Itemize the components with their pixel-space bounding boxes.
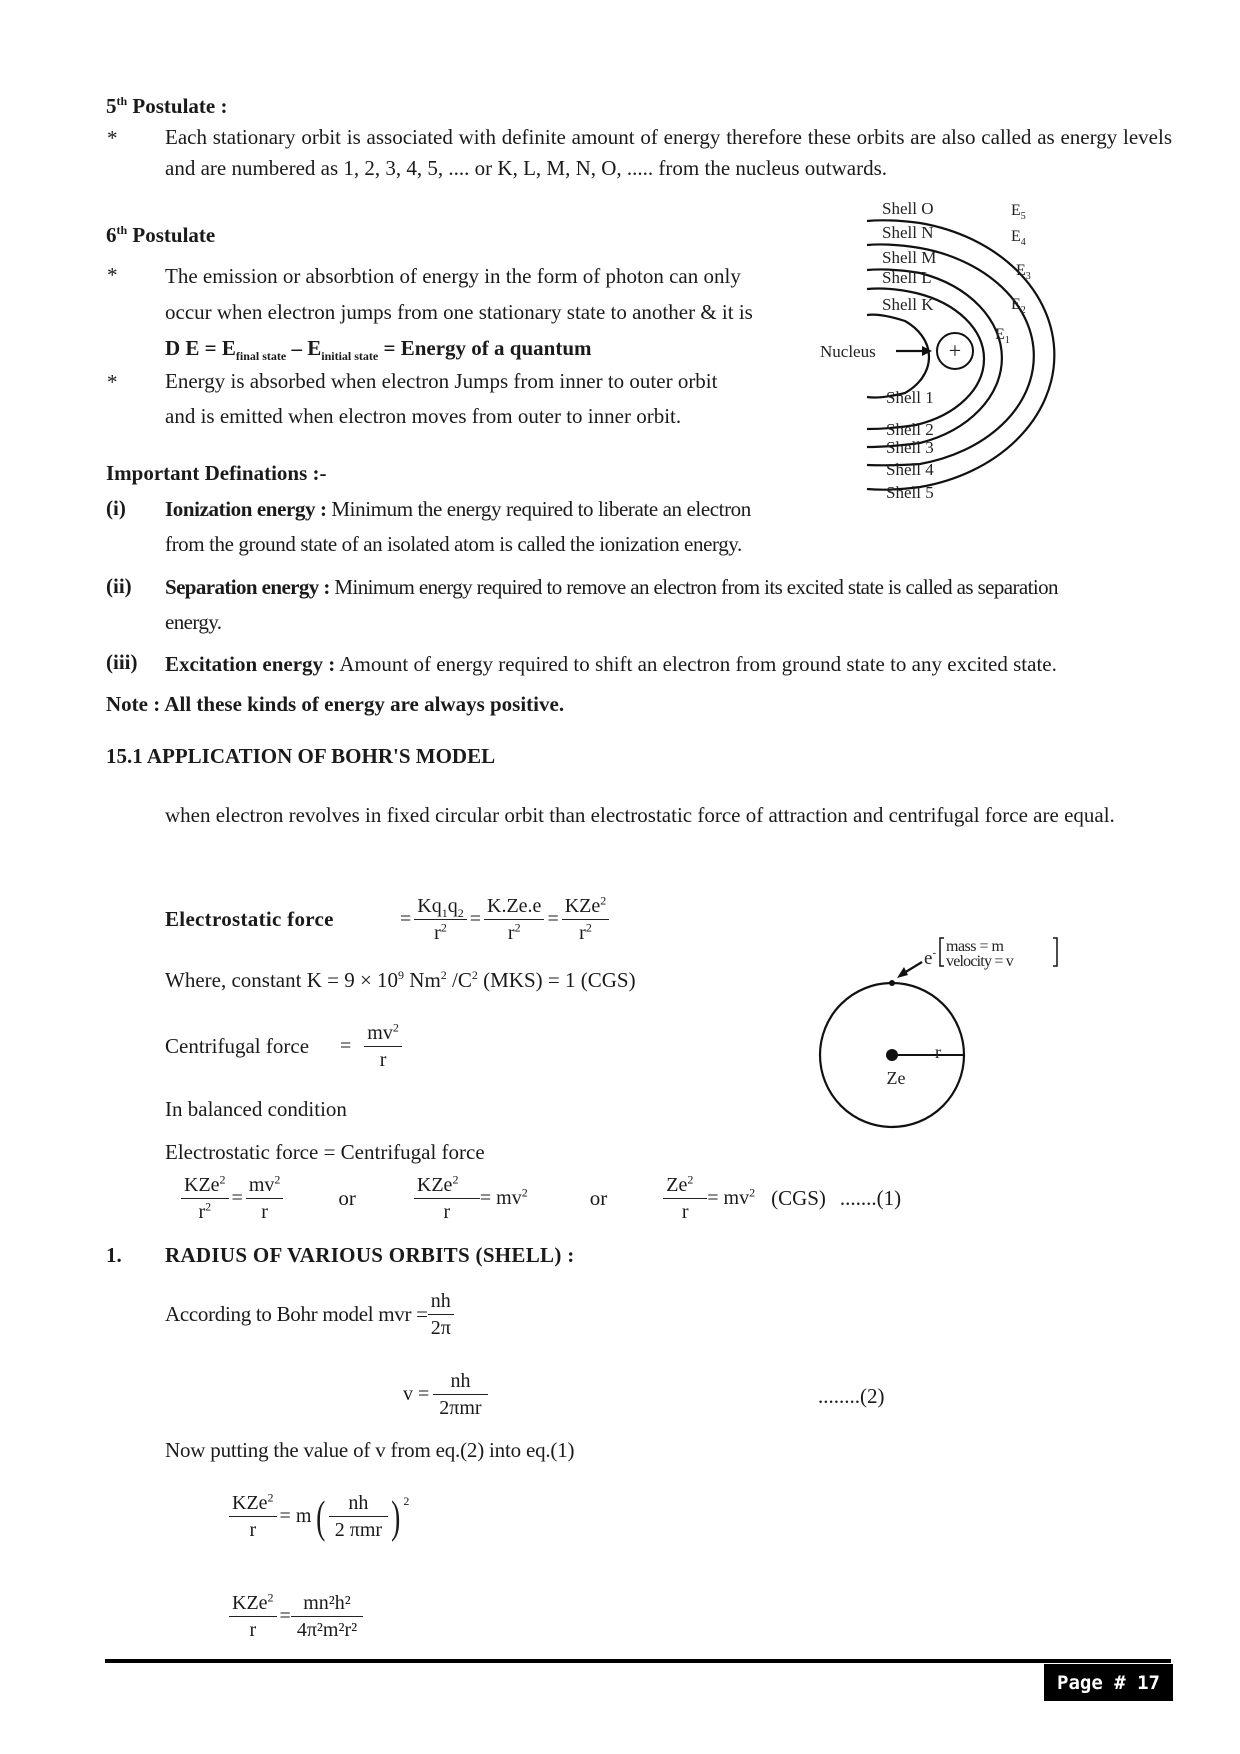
- electrostatic-force-equation: [165, 895, 612, 944]
- text: /C: [446, 968, 472, 992]
- text-line: In balanced condition: [165, 1097, 347, 1121]
- text-line: The emission or absorbtion of energy in the form of photon can only: [165, 264, 741, 288]
- fraction: [417, 1174, 477, 1223]
- energy-label-e3: $E_3$: [1016, 262, 1031, 282]
- equation-substitution: $\frac{KZe^2}{r}$ = m ( $\frac{nh}{\text{2 πmr}}$ ) $^2$: [226, 1492, 409, 1541]
- constant-k-line: [165, 968, 636, 993]
- num-text: KZe: [232, 1592, 268, 1614]
- den-text: r: [379, 1049, 387, 1071]
- den-text: r: [681, 1201, 689, 1223]
- section-heading: 15.1 APPLICATION OF BOHR'S MODEL: [106, 744, 496, 768]
- right-paren: ): [391, 1490, 401, 1542]
- rhs: = m: [279, 1505, 312, 1527]
- fraction: [666, 1174, 704, 1223]
- rhs: = mv: [479, 1187, 522, 1209]
- sup: 2: [440, 968, 447, 982]
- sup: 2: [274, 1172, 281, 1187]
- sup: 2: [514, 920, 521, 935]
- sup: 2: [440, 920, 447, 935]
- shell-label-3: Shell 3: [886, 438, 934, 457]
- num-text: KZe: [232, 1492, 268, 1514]
- sup: 2: [600, 893, 607, 908]
- text-line: Energy is absorbed when electron Jumps from inner to outer orbit: [165, 369, 718, 393]
- definition-term: Ionization energy :: [165, 497, 327, 521]
- putting-text: Now putting the value of v from eq.(2) into eq.(1): [165, 1438, 575, 1462]
- text: Nm: [404, 968, 441, 992]
- sub: 2: [457, 906, 464, 920]
- heading-sup: th: [116, 223, 128, 237]
- electrostatic-force-label: Electrostatic force: [165, 907, 334, 931]
- definition-text: Amount of energy required to shift an electron from ground state to any excited state.: [335, 652, 1057, 676]
- heading-text: Postulate: [127, 223, 216, 247]
- fraction: [364, 1022, 402, 1071]
- bullet: *: [107, 263, 118, 287]
- equals: =: [340, 1035, 352, 1057]
- fraction: [484, 895, 544, 944]
- velocity-label: velocity = v: [946, 953, 1013, 970]
- equation-expanded: [226, 1592, 363, 1641]
- postulate-6-heading: [106, 223, 215, 248]
- den-text: r: [579, 922, 586, 944]
- den-text: r: [249, 1519, 257, 1541]
- shell-label-m: Shell M: [882, 248, 937, 267]
- equals: =: [547, 908, 559, 930]
- sup: 2: [585, 920, 592, 935]
- den-text: r: [198, 1201, 206, 1223]
- sup: 2: [392, 1020, 399, 1035]
- centrifugal-force-label: Centrifugal force: [165, 1034, 310, 1058]
- heading-text: Postulate :: [127, 94, 228, 118]
- unit-cgs: (CGS): [771, 1186, 826, 1210]
- right-bracket: [1053, 938, 1057, 966]
- den-text: r: [507, 922, 515, 944]
- bohr-text: According to Bohr model mvr =: [165, 1302, 428, 1326]
- fraction: [294, 1592, 360, 1641]
- postulate-5-text: Each stationary orbit is associated with definite amount of energy therefore these orbits are also called as energy levels and are numbered as 1, 2, 3, 4, 5, .... or K, L, M, N, O, ..... from the nucleus outwards.: [165, 125, 1172, 180]
- sup: 2: [452, 1172, 459, 1187]
- den-text: r: [443, 1201, 451, 1223]
- sup: 2: [219, 1172, 226, 1187]
- fraction: [414, 895, 466, 944]
- sup: 2: [749, 1185, 756, 1200]
- equation-1: [178, 1174, 901, 1223]
- definition-number: (iii): [106, 650, 138, 674]
- fraction: [181, 1174, 229, 1223]
- sup: 9: [398, 968, 405, 982]
- text-line: occur when electron jumps from one stationary state to another & it is: [165, 300, 753, 324]
- energy-label-e4: $E_4$: [1011, 228, 1026, 248]
- num-text: K.Ze.e: [484, 895, 544, 920]
- shell-label-n: Shell N: [882, 223, 934, 242]
- sup: 2: [205, 1199, 212, 1214]
- num-text: Kq: [417, 895, 442, 917]
- electron-arrow-head: [897, 967, 908, 978]
- shell-1-orbit: [867, 315, 929, 398]
- fraction: [229, 1592, 277, 1641]
- shell-label-l: Shell L: [882, 268, 932, 287]
- definition-text: from the ground state of an isolated atom is called the ionization energy.: [165, 532, 742, 556]
- den-text: r: [261, 1201, 268, 1223]
- fraction: [229, 1492, 277, 1541]
- formula-lhs: D E = E: [165, 336, 236, 360]
- num-text: mv: [367, 1022, 393, 1044]
- bohr-quantization: [165, 1290, 457, 1339]
- note: Note : All these kinds of energy are always positive.: [106, 692, 565, 716]
- mass-label: mass = m: [946, 938, 1004, 955]
- shell-label-2: Shell 2: [886, 420, 934, 439]
- den-text: r: [249, 1619, 257, 1641]
- equals: =: [400, 908, 412, 930]
- fraction: [246, 1174, 284, 1223]
- energy-label-e5: $E_5$: [1011, 202, 1026, 222]
- text-line: and is emitted when electron moves from outer to inner orbit.: [165, 404, 682, 428]
- lhs: v =: [403, 1383, 430, 1405]
- rhs: = mv: [707, 1187, 750, 1209]
- left-bracket: [940, 938, 944, 966]
- fraction: [332, 1492, 385, 1541]
- shell-label-5: Shell 5: [886, 483, 934, 502]
- num-text: mn²h²: [291, 1592, 363, 1617]
- sup: 2: [687, 1172, 694, 1187]
- definition-term: Separation energy :: [165, 575, 330, 599]
- formula-rhs: = Energy of a quantum: [378, 336, 592, 360]
- nucleus-ze-label: Ze: [886, 1068, 906, 1088]
- bullet: *: [107, 126, 118, 150]
- electron-dot: [889, 980, 895, 986]
- den-text: 2 πmr: [334, 1519, 383, 1541]
- page-number-badge: Page # 17: [1044, 1664, 1173, 1701]
- electron-arrow-line: [904, 962, 922, 973]
- num-text: KZe: [416, 1174, 453, 1196]
- definition-ionization: [165, 492, 751, 562]
- left-paren: (: [316, 1490, 326, 1542]
- num-text: mv: [248, 1174, 275, 1196]
- postulate-6-text-1: [165, 258, 753, 366]
- equals: =: [279, 1605, 291, 1627]
- definition-term: Excitation energy :: [165, 652, 336, 676]
- postulate-6-text-2: [165, 364, 717, 434]
- postulate-5-heading: [106, 94, 228, 119]
- heading-sup: th: [116, 94, 128, 108]
- shell-label-o: Shell O: [882, 199, 934, 218]
- num-text: Ze: [666, 1174, 688, 1196]
- heading-number: 5: [106, 94, 117, 118]
- fraction: [436, 1370, 484, 1419]
- equation-tag: .......(1): [839, 1186, 902, 1210]
- radius-heading: RADIUS OF VARIOUS ORBITS (SHELL) :: [165, 1243, 575, 1267]
- sub: 1: [441, 906, 448, 920]
- or-text: or: [338, 1186, 356, 1210]
- sup: 2: [267, 1590, 274, 1605]
- radius-label: r: [935, 1042, 941, 1062]
- definition-text: energy.: [165, 610, 222, 634]
- fraction: [562, 895, 610, 944]
- shell-diagram: [820, 185, 1120, 515]
- bullet: *: [107, 370, 118, 394]
- velocity-equation: [403, 1370, 488, 1419]
- energy-quantum-formula: [165, 330, 753, 366]
- equals: =: [231, 1187, 243, 1209]
- shell-label-k: Shell K: [882, 295, 934, 314]
- definition-separation: [165, 570, 1058, 640]
- num-text: nh: [433, 1370, 487, 1395]
- den-text: 2π: [430, 1317, 451, 1339]
- nucleus-plus-symbol: +: [948, 338, 962, 363]
- den-text: r: [434, 922, 441, 944]
- formula-sub-final: final state: [235, 349, 287, 364]
- sup: 2: [471, 968, 478, 982]
- energy-label-e2: $E_2$: [1011, 296, 1026, 316]
- or-text: or: [589, 1186, 608, 1210]
- centrifugal-force-equation: [165, 1022, 405, 1071]
- footer-rule: [105, 1659, 1171, 1663]
- definition-text: Minimum energy required to remove an electron from its excited state is called as separation: [329, 575, 1058, 599]
- definitions-heading: Important Definations :-: [106, 461, 327, 485]
- radius-number: 1.: [106, 1243, 122, 1267]
- num-text: q: [447, 895, 458, 917]
- balanced-condition: [165, 1088, 485, 1174]
- text: Where, constant K = 9 × 10: [165, 968, 399, 992]
- shell-label-1: Shell 1: [886, 388, 934, 407]
- shell-label-4: Shell 4: [886, 460, 934, 479]
- fraction: [428, 1290, 454, 1339]
- num-text: nh: [428, 1290, 454, 1315]
- num-text: KZe: [184, 1174, 220, 1196]
- sup: 2: [267, 1490, 274, 1505]
- equals: =: [469, 908, 482, 930]
- nucleus-label: Nucleus: [820, 342, 876, 361]
- num-text: nh: [329, 1492, 388, 1517]
- sup: 2: [521, 1185, 528, 1200]
- text: (MKS) = 1 (CGS): [477, 968, 636, 992]
- orbit-diagram: [800, 930, 1080, 1130]
- definition-excitation: [165, 647, 1057, 682]
- definition-number: (i): [106, 496, 126, 520]
- definition-number: (ii): [106, 574, 132, 598]
- num-text: KZe: [564, 895, 601, 917]
- formula-minus: – E: [286, 336, 322, 360]
- section-intro: when electron revolves in fixed circular orbit than electrostatic force of attraction and centrifugal force are equal.: [165, 803, 1115, 827]
- definition-text: Minimum the energy required to liberate an electron: [326, 497, 751, 521]
- den-text: 2πmr: [439, 1397, 482, 1419]
- equation-tag-2: ........(2): [818, 1384, 885, 1408]
- formula-sub-initial: initial state: [321, 349, 379, 364]
- energy-label-e1: $E_1$: [995, 326, 1010, 346]
- heading-number: 6: [106, 223, 117, 247]
- electron-label: e-: [924, 947, 937, 969]
- text-line: Electrostatic force = Centrifugal force: [165, 1140, 485, 1164]
- den-text: 4π²m²r²: [296, 1619, 358, 1641]
